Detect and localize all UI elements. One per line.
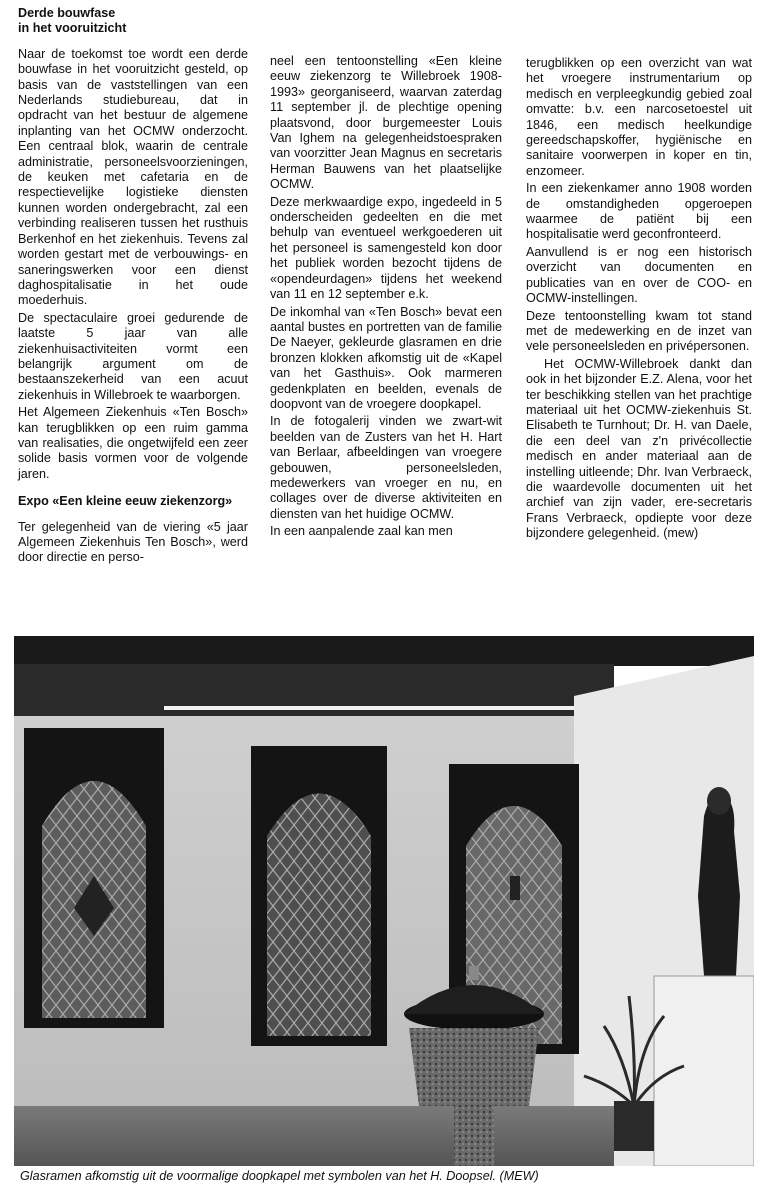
article-column-1: [18, 6, 248, 568]
article-column-3: [526, 56, 752, 544]
stained-glass-window-middle: [251, 746, 387, 1046]
paragraph: terugblikken op een overzicht van wat het vroegere instrumentarium op medisch en verpleegkundig gebied zoal omvatte: b.v. een narcosetoestel uit 1846, een medisch heelkundige gereedschapskoffer, hygiënische en sanitaire voorwerpen in koper en tin, enzomeer.: [526, 56, 752, 178]
section-subheading: Expo «Een kleine eeuw ziekenzorg»: [18, 494, 233, 509]
paragraph: De spectaculaire groei gedurende de laatste 5 jaar van alle ziekenhuisactiviteiten vormt een belangrijk argument om de bestaanszekerheid van een acuut ziekenhuis in Willebroek te waarborgen.: [18, 310, 248, 402]
paragraph: Deze tentoonstelling kwam tot stand met de medewerking en de inzet van vele personeelsleden en privépersonen.: [526, 308, 752, 354]
paragraph: Deze merkwaardige expo, ingedeeld in 5 onderscheiden gedeelten en die met behulp van eventueel werkgoederen uit het personeel is samengesteld kon door het publiek worden bezocht tijdens de «opendeurdagen» tijdens het weekend van 11 en 12 september e.k.: [270, 194, 502, 302]
paragraph: Het Algemeen Ziekenhuis «Ten Bosch» kan terugblikken op een ruim gamma van realisaties, die ongetwijfeld een zeer solide basis vormen voor de volgende jaren.: [18, 405, 248, 481]
chapel-photo: [14, 636, 754, 1166]
paragraph: neel een tentoonstelling «Een kleine eeuw ziekenzorg te Willebroek 1908-1993» georganiseerd, waarvan zaterdag 11 september jl. de plechtige opening plaatsvond, door burgemeester Louis Van Ighem na gelegenheidstoespraken van voorzitter Jean Magnus en secretaris Herman Bauwens van het plaatselijke OCMW.: [270, 54, 502, 192]
paragraph: De inkomhal van «Ten Bosch» bevat een aantal bustes en portretten van de familie De Naeyer, gekleurde glasramen en drie bronzen klokken afkomstig uit de «Kapel van het Gasthuis». Ook marmeren gedenkplaten en beelden, evenals de doopvont van de vroegere doopkapel.: [270, 304, 502, 411]
article-column-2: [270, 54, 502, 542]
paragraph: Naar de toekomst toe wordt een derde bouwfase in het vooruitzicht gesteld, op basis van de vaststellingen van een Nederlands studiebureau, dat in opdracht van het bestuur de algemene inplanting van het OCMW onderzocht. Een centraal blok, waarin de centrale administratie, personeelsvoorzieningen, de keuken met cafetaria en de respectievelijke logistieke diensten kunnen worden ondergebracht, zal een verbinding realiseren tussen het rusthuis Berkenhof en het ziekenhuis. Tevens zal worden gestart met de verbouwings- en saneringswerken voor een dienst daghospitalisatie in het oude moederhuis.: [18, 46, 248, 308]
heading-line-2: in het vooruitzicht: [18, 21, 127, 36]
article-heading: [18, 6, 248, 37]
heading-line-1: Derde bouwfase: [18, 6, 116, 20]
paragraph: Aanvullend is er nog een historisch overzicht van documenten en publicaties van en over de COO- en OCMW-instellingen.: [526, 244, 752, 306]
paragraph: Ter gelegenheid van de viering «5 jaar Algemeen Ziekenhuis Ten Bosch», werd door directie en perso-: [18, 519, 248, 565]
stained-glass-window-left: [24, 728, 164, 1028]
paragraph: Het OCMW-Willebroek dankt dan ook in het bijzonder E.Z. Alena, voor het ter beschikking stellen van het prachtige materiaal uit het OCMW-ziekenhuis St. Elisabeth te Turnhout; Dr. H. van Daele, die een deel van z'n privécollectie medisch en ander materiaal aan de instelling uitleende; Dhr. Ivan Verbraeck, die waardevolle documenten uit het archief van zijn vader, ere-secretaris Frans Verbraeck, opdiepte voor deze bijzondere gelegenheid. (mew): [526, 356, 752, 541]
paragraph: In een ziekenkamer anno 1908 worden de omstandigheden opgeroepen waarmee de patiënt bij een hospitalisatie werd geconfronteerd.: [526, 181, 752, 242]
paragraph: In de fotogalerij vinden we zwart-wit beelden van de Zusters van het H. Hart van Berlaar, afbeeldingen van vroegere gebouwen, personeelsleden, medewerkers van vroeger en nu, en collages over de diverse aktiviteiten en diensten van het huidige OCMW.: [270, 414, 502, 521]
paragraph: In een aanpalende zaal kan men: [270, 524, 453, 539]
photo-caption: Glasramen afkomstig uit de voormalige doopkapel met symbolen van het H. Doopsel. (MEW): [20, 1169, 539, 1183]
statue: [698, 787, 740, 976]
